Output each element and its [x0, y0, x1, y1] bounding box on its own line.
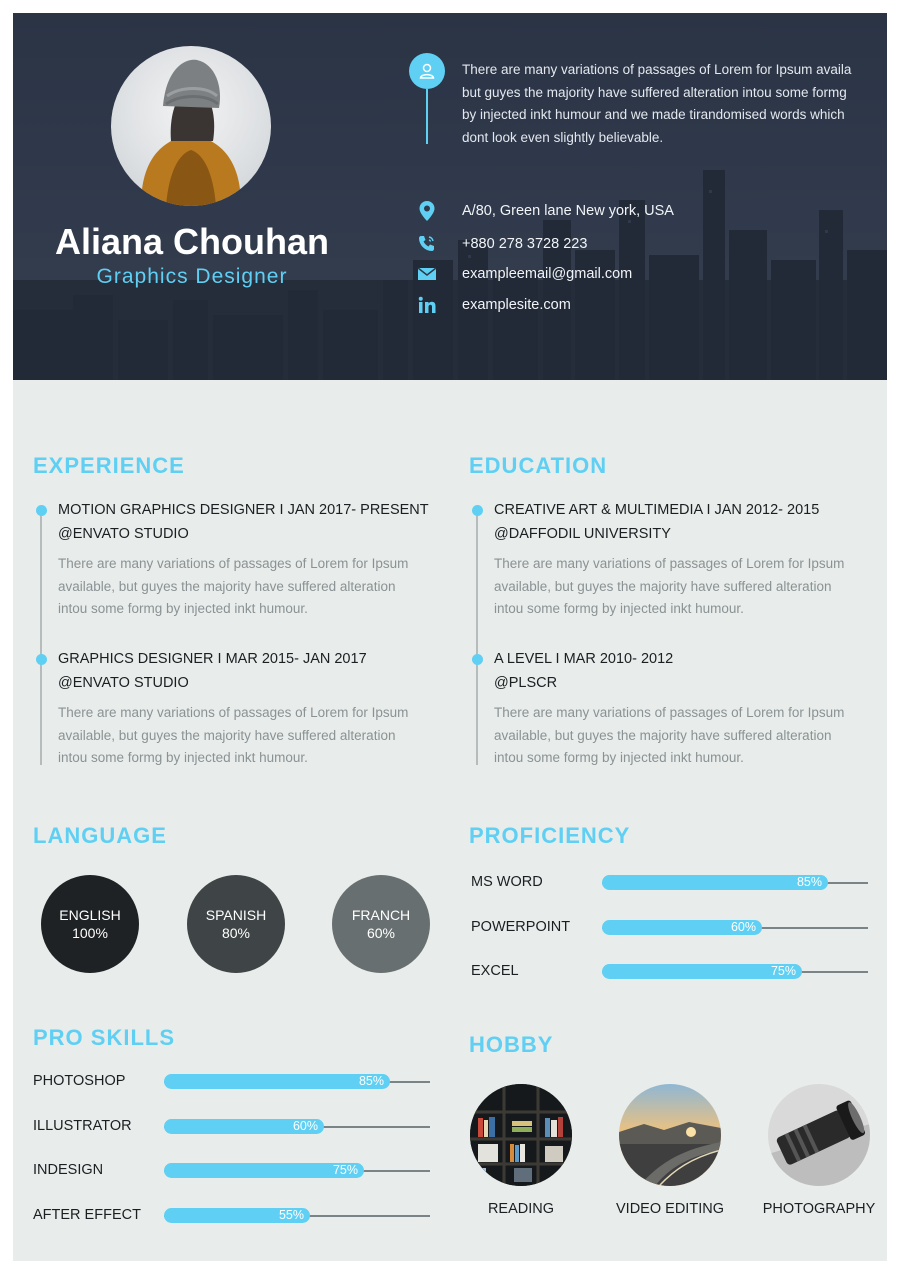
skill-bar-percent: 55%: [278, 1207, 304, 1222]
education-timeline-line: [476, 510, 478, 765]
education-item-title: A LEVEL I MAR 2010- 2012: [494, 651, 674, 667]
email-icon: [416, 263, 438, 285]
summary-connector-line: [426, 89, 428, 144]
education-title: EDUCATION: [469, 453, 608, 478]
experience-item-org: @ENVATO STUDIO: [58, 526, 189, 542]
skill-label: PHOTOSHOP: [33, 1073, 126, 1089]
resume-page: [13, 13, 887, 1261]
profile-summary: There are many variations of passages of Lorem for Ipsum availa but guyes the majority have suffered alteration intou some formg by injected inkt humour and we made tirandomised words which dont look even slightly believable.: [462, 62, 852, 145]
resume-role: Graphics Designer: [96, 265, 288, 288]
language-circle-franch: [332, 875, 430, 973]
skill-label: AFTER EFFECT: [33, 1206, 141, 1223]
skill-label: EXCEL: [471, 963, 519, 979]
education-timeline-dot: [472, 505, 483, 516]
hobby-title: HOBBY: [469, 1032, 554, 1057]
education-item-desc: There are many variations of passages of Lorem for Ipsum available, but guyes the majority have suffered alteration intou some formg by injected inkt humour.: [494, 556, 845, 617]
skill-label: MS WORD: [471, 874, 543, 890]
skill-bar-percent: 60%: [292, 1118, 318, 1133]
proficiency-title: PROFICIENCY: [469, 823, 631, 848]
profile-photo: [111, 46, 271, 206]
skill-label: INDESIGN: [33, 1162, 104, 1178]
skill-bar-percent: 75%: [332, 1163, 358, 1177]
contact-website: examplesite.com: [416, 294, 438, 316]
hobby-label: VIDEO EDITING: [616, 1201, 724, 1217]
experience-timeline-line: [40, 510, 42, 765]
language-circle-english: [41, 875, 139, 973]
skill-bar-percent: 85%: [796, 875, 822, 889]
education-item-org: @PLSCR: [494, 675, 558, 691]
contact-address: A/80, Green lane New york, USA: [416, 200, 438, 222]
skill-bar-percent: 60%: [730, 919, 756, 934]
user-icon: [409, 53, 445, 89]
hobby-label: PHOTOGRAPHY: [762, 1201, 876, 1217]
person-photo-icon: [111, 46, 271, 206]
hobby-label: READING: [487, 1201, 555, 1217]
language-level: 80%: [221, 925, 251, 941]
experience-item-org: @ENVATO STUDIO: [58, 675, 189, 691]
resume-name: Aliana Chouhan: [54, 221, 329, 262]
road-sunset-photo: [619, 1084, 721, 1186]
contact-phone: +880 278 3728 223: [416, 233, 438, 255]
education-timeline-dot: [472, 654, 483, 665]
pro-skills-title: PRO SKILLS: [33, 1025, 176, 1050]
skill-label: ILLUSTRATOR: [33, 1117, 132, 1134]
experience-item-title: GRAPHICS DESIGNER I MAR 2015- JAN 2017: [58, 651, 367, 667]
phone-icon: [416, 233, 438, 255]
contact-email: exampleemail@gmail.com: [416, 263, 438, 285]
camera-lens-photo: [768, 1084, 870, 1186]
experience-timeline-dot: [36, 505, 47, 516]
skill-bar-percent: 75%: [770, 964, 796, 978]
experience-title: EXPERIENCE: [33, 453, 185, 478]
education-item-title: CREATIVE ART & MULTIMEDIA I JAN 2012- 2015: [494, 502, 820, 518]
language-circle-spanish: [187, 875, 285, 973]
language-name: ENGLISH: [59, 907, 121, 923]
language-level: 100%: [72, 925, 108, 941]
education-item-org: @DAFFODIL UNIVERSITY: [494, 526, 671, 542]
linkedin-icon: [416, 294, 438, 316]
language-name: SPANISH: [205, 907, 267, 923]
education-item-desc: There are many variations of passages of Lorem for Ipsum available, but guyes the majority have suffered alteration intou some formg by injected inkt humour.: [494, 705, 845, 766]
resume-header: [13, 13, 887, 380]
skill-bar-percent: 85%: [358, 1074, 384, 1088]
language-name: FRANCH: [351, 907, 411, 923]
experience-item-desc: There are many variations of passages of Lorem for Ipsum available, but guyes the majority have suffered alteration intou some formg by injected inkt humour.: [58, 705, 409, 766]
experience-item-title: MOTION GRAPHICS DESIGNER I JAN 2017- PRESENT: [58, 502, 429, 518]
language-title: LANGUAGE: [33, 823, 167, 848]
bookshelf-photo: [470, 1084, 572, 1186]
experience-timeline-dot: [36, 654, 47, 665]
language-level: 60%: [366, 925, 396, 941]
skill-label: POWERPOINT: [471, 918, 571, 935]
location-pin-icon: [416, 200, 438, 222]
experience-item-desc: There are many variations of passages of Lorem for Ipsum available, but guyes the majority have suffered alteration intou some formg by injected inkt humour.: [58, 556, 409, 617]
